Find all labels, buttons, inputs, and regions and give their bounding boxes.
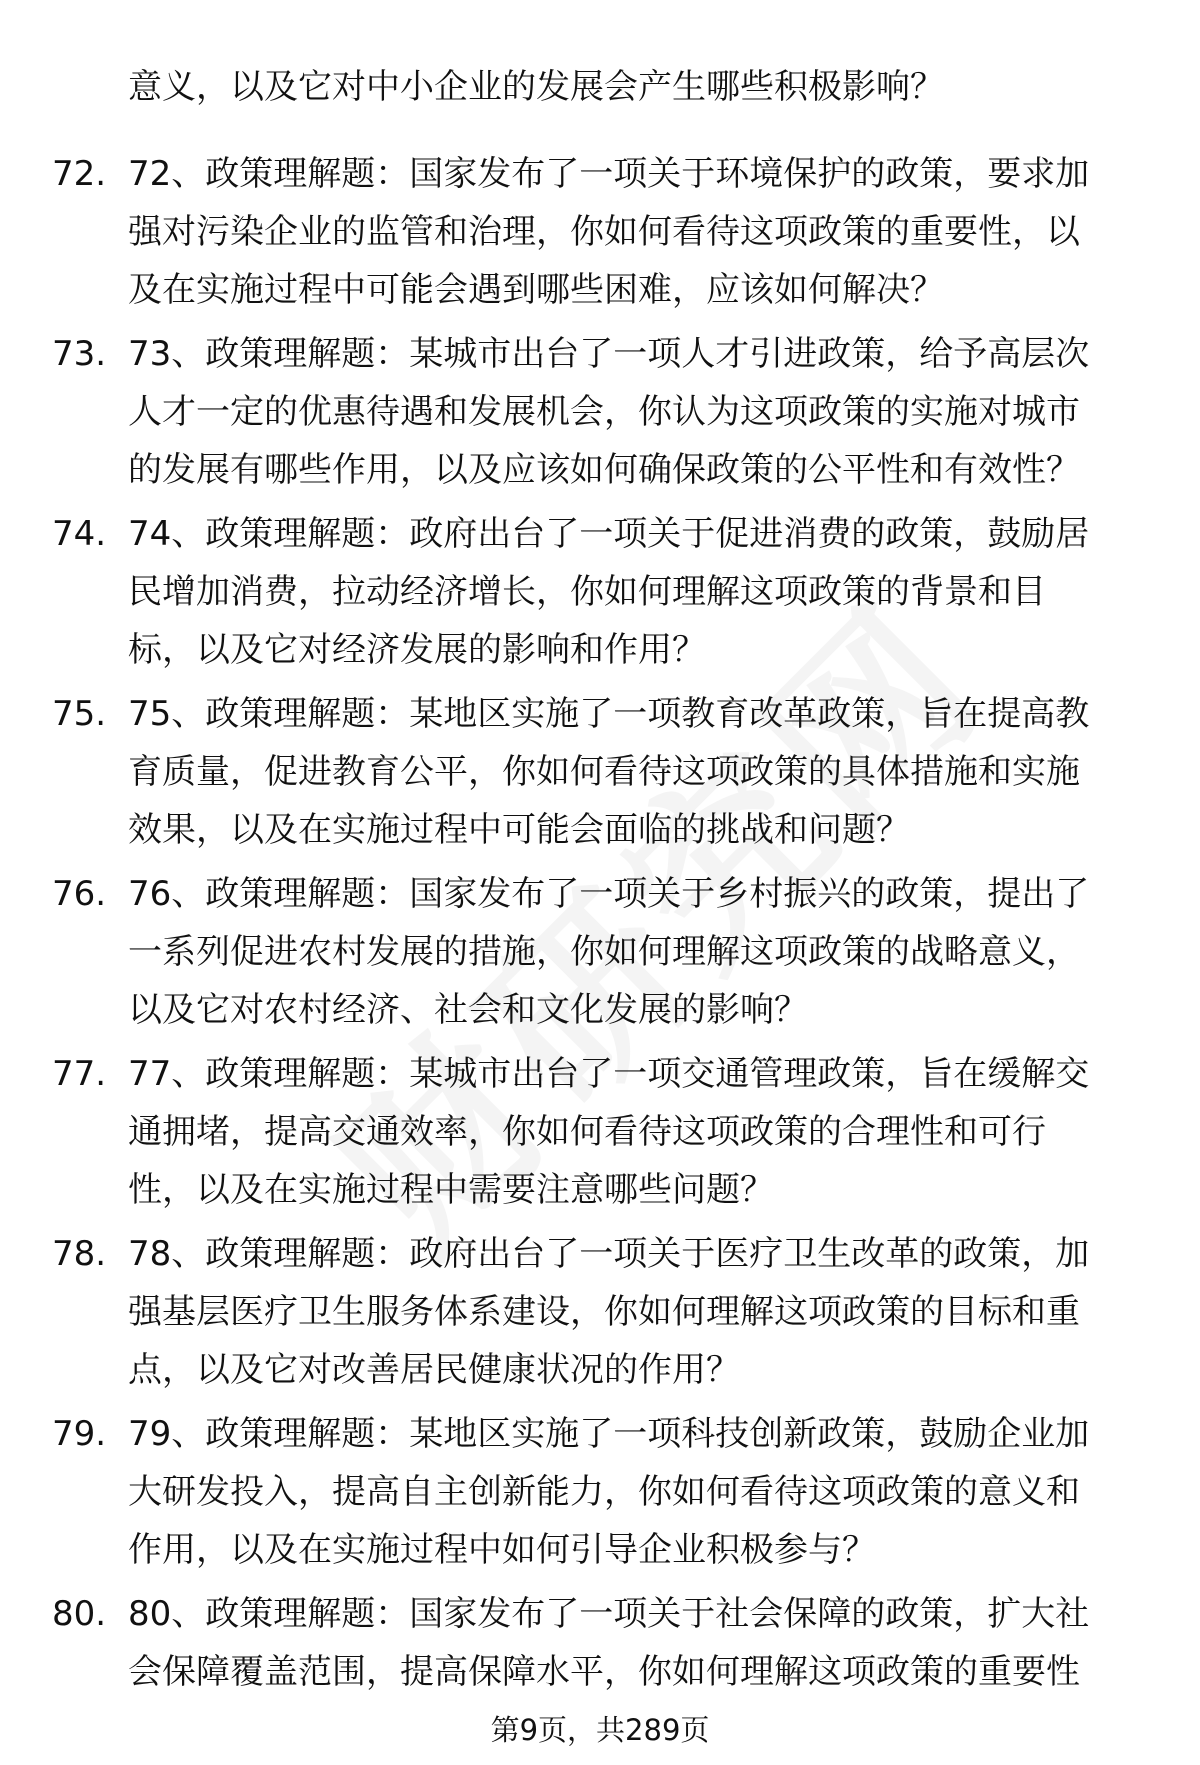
continuation-text: 意义，以及它对中小企业的发展会产生哪些积极影响？ [128, 67, 944, 107]
question-text: 80、政策理解题：国家发布了一项关于社会保障的政策，扩大社 会保障覆盖范围，提高保障水平，你如何理解这项政策的重要性 [128, 1594, 1090, 1692]
question-number: 77. [52, 1054, 107, 1094]
question-number: 72. [52, 154, 107, 194]
page-footer: 第9页，共289页 [490, 1713, 710, 1747]
question-item [0, 1045, 1200, 1225]
question-item [0, 865, 1200, 1045]
question-number: 76. [52, 874, 107, 914]
question-item [0, 1225, 1200, 1405]
question-text: 73、政策理解题：某城市出台了一项人才引进政策，给予高层次 人才一定的优惠待遇和发展机会，你认为这项政策的实施对城市 的发展有哪些作用，以及应该如何确保政策的公平性和有效性？ [128, 334, 1090, 490]
question-number: 75. [52, 694, 107, 734]
question-number: 80. [52, 1594, 107, 1634]
question-number: 78. [52, 1234, 107, 1274]
question-number: 73. [52, 334, 107, 374]
question-text: 75、政策理解题：某地区实施了一项教育改革政策，旨在提高教 育质量，促进教育公平，你如何看待这项政策的具体措施和实施 效果，以及在实施过程中可能会面临的挑战和问题？ [128, 694, 1090, 850]
question-item [0, 505, 1200, 685]
question-text: 76、政策理解题：国家发布了一项关于乡村振兴的政策，提出了 一系列促进农村发展的措施，你如何理解这项政策的战略意义， 以及它对农村经济、社会和文化发展的影响？ [128, 874, 1090, 1030]
question-number: 79. [52, 1414, 107, 1454]
question-text: 78、政策理解题：政府出台了一项关于医疗卫生改革的政策，加 强基层医疗卫生服务体系建设，你如何理解这项政策的目标和重 点，以及它对改善居民健康状况的作用？ [128, 1234, 1090, 1390]
question-list [0, 145, 1200, 1765]
question-number: 74. [52, 514, 107, 554]
question-item [0, 145, 1200, 325]
question-item [0, 1405, 1200, 1585]
question-item [0, 325, 1200, 505]
question-item [0, 685, 1200, 865]
question-text: 79、政策理解题：某地区实施了一项科技创新政策，鼓励企业加 大研发投入，提高自主创新能力，你如何看待这项政策的意义和 作用，以及在实施过程中如何引导企业积极参与？ [128, 1414, 1090, 1570]
question-text: 74、政策理解题：政府出台了一项关于促进消费的政策，鼓励居 民增加消费，拉动经济增长，你如何理解这项政策的背景和目 标，以及它对经济发展的影响和作用？ [128, 514, 1090, 670]
question-text: 77、政策理解题：某城市出台了一项交通管理政策，旨在缓解交 通拥堵，提高交通效率，你如何看待这项政策的合理性和可行 性，以及在实施过程中需要注意哪些问题？ [128, 1054, 1090, 1210]
question-text: 72、政策理解题：国家发布了一项关于环境保护的政策，要求加 强对污染企业的监管和治理，你如何看待这项政策的重要性，以 及在实施过程中可能会遇到哪些困难，应该如何解决？ [128, 154, 1090, 310]
